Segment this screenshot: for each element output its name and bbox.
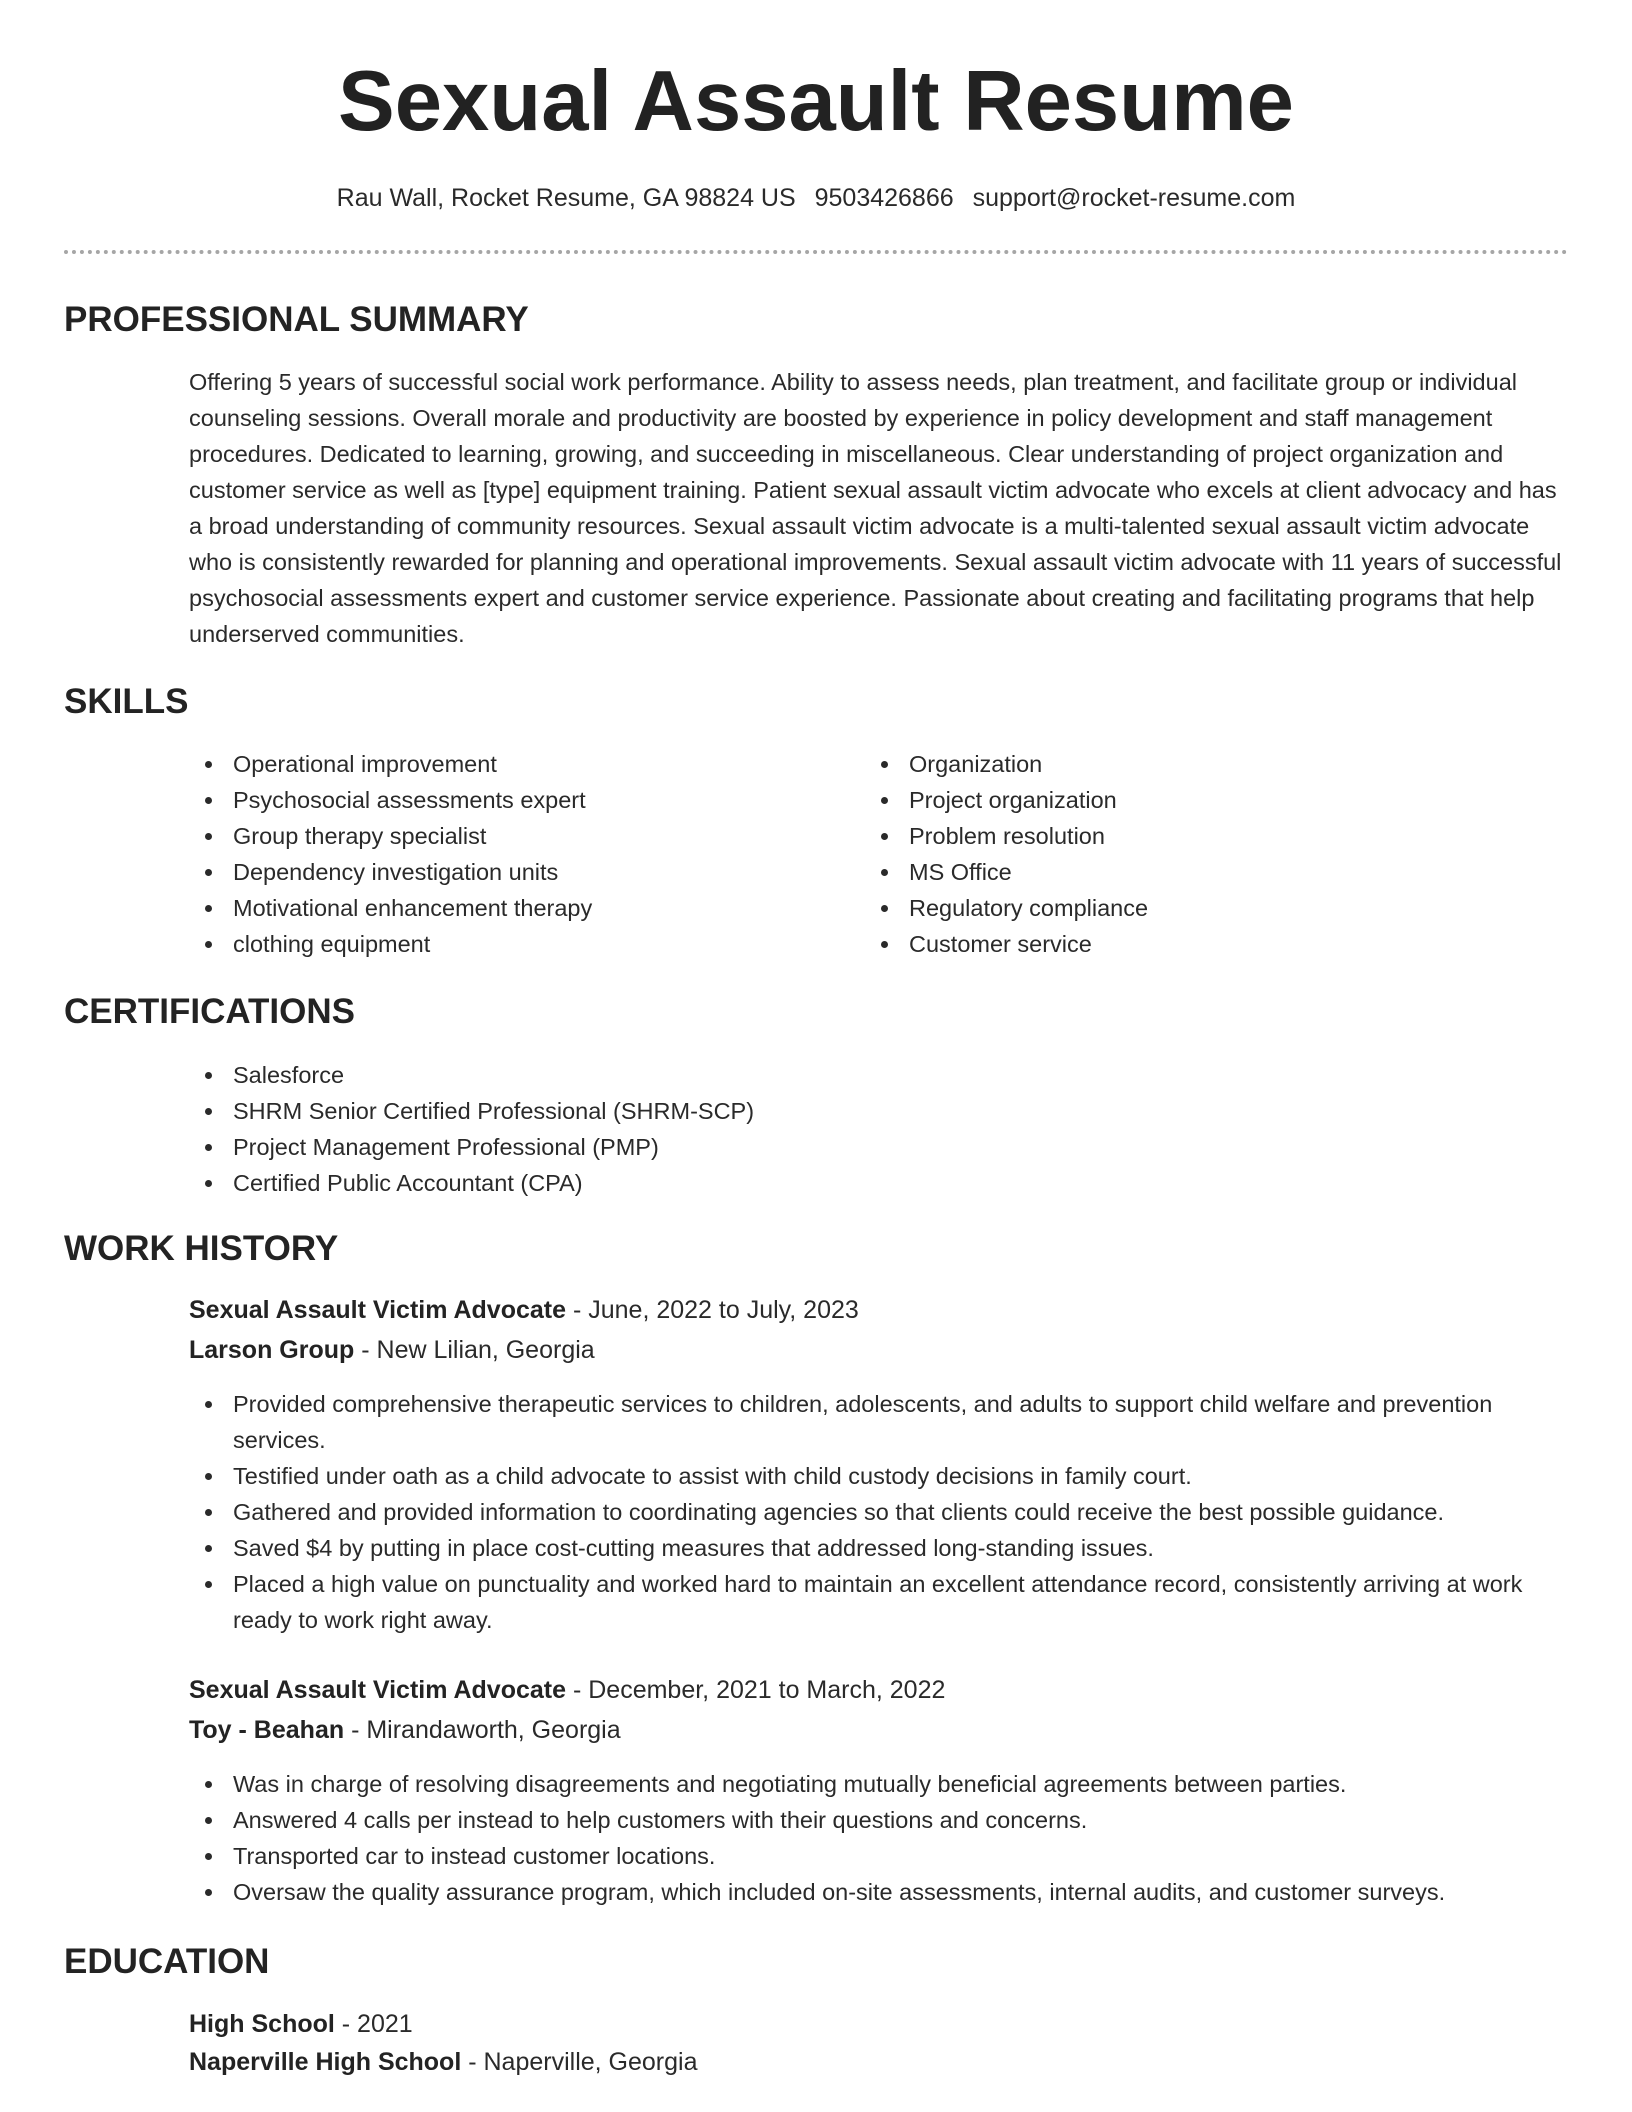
education-degree-line [189,2006,413,2042]
summary-text: Offering 5 years of successful social work performance. Ability to assess needs, plan treatment, and facilitate group or individual counseling sessions. Overall morale and productivity are boosted by experience in policy development and staff management procedures. Dedicated to learning, growing, and succeeding in miscellaneous. Clear understanding of project organization and customer service as well as [type] equipment training. Patient sexual assault victim advocate who excels at client advocacy and has a broad understanding of community resources. Sexual assault victim advocate is a multi-talented sexual assault victim advocate who is consistently rewarded for planning and operational improvements. Sexual assault victim advocate with 11 years of successful psychosocial assessments expert and customer service experience. Passionate about creating and facilitating programs that help underserved communities. [189,369,1562,647]
skill-item: Organization [865,746,1545,782]
job-title: Sexual Assault Victim Advocate [189,1296,567,1324]
skill-item: MS Office [865,854,1545,890]
job-bullet: Provided comprehensive therapeutic services to children, adolescents, and adults to support child welfare and prevention services. [189,1386,1569,1458]
skill-item: clothing equipment [189,926,829,962]
certification-item: Certified Public Accountant (CPA) [189,1165,1569,1201]
section-title-work-history: WORK HISTORY [64,1229,339,1268]
certifications-list [189,1057,1569,1201]
job-bullet: Oversaw the quality assurance program, which included on-site assessments, internal audits, and customer surveys. [189,1874,1569,1910]
certification-item: Project Management Professional (PMP) [189,1129,1569,1165]
education-degree: High School [189,2010,335,2038]
contact-phone: 9503426866 [814,184,954,212]
job-dates: - December, 2021 to March, 2022 [566,1676,946,1704]
skill-item: Problem resolution [865,818,1545,854]
job-company: Toy - Beahan [189,1716,345,1744]
job-location: - New Lilian, Georgia [354,1336,595,1364]
section-title-education: EDUCATION [64,1942,270,1981]
resume-name: Sexual Assault Resume [338,54,1294,149]
job-dates: - June, 2022 to July, 2023 [566,1296,859,1324]
job-title-line [189,1292,859,1328]
job-bullet: Placed a high value on punctuality and worked hard to maintain an excellent attendance record, consistently arriving at work ready to work right away. [189,1566,1569,1638]
education-year: - 2021 [334,2010,413,2038]
job-bullet: Testified under oath as a child advocate to assist with child custody decisions in family court. [189,1458,1569,1494]
job-bullets [189,1766,1569,1910]
skill-item: Motivational enhancement therapy [189,890,829,926]
job-location: - Mirandaworth, Georgia [344,1716,621,1744]
skill-item: Group therapy specialist [189,818,829,854]
skill-item: Regulatory compliance [865,890,1545,926]
job-bullets [189,1386,1569,1638]
job-title: Sexual Assault Victim Advocate [189,1676,567,1704]
certification-item: SHRM Senior Certified Professional (SHRM-SCP) [189,1093,1569,1129]
job-bullet: Saved $4 by putting in place cost-cutting measures that addressed long-standing issues. [189,1530,1569,1566]
header-divider [64,250,1568,254]
job-bullet: Transported car to instead customer locations. [189,1838,1569,1874]
skills-list-left [189,746,829,962]
contact-address: Rau Wall, Rocket Resume, GA 98824 US [336,184,796,212]
skill-item: Psychosocial assessments expert [189,782,829,818]
skill-item: Project organization [865,782,1545,818]
section-title-summary: PROFESSIONAL SUMMARY [64,300,529,339]
education-school-line [189,2044,698,2080]
skills-list-right [865,746,1545,962]
job-bullet: Gathered and provided information to coordinating agencies so that clients could receive the best possible guidance. [189,1494,1569,1530]
job-company-line [189,1332,595,1368]
job-bullet: Was in charge of resolving disagreements and negotiating mutually beneficial agreements between parties. [189,1766,1569,1802]
job-title-line [189,1672,945,1708]
education-school: Naperville High School [189,2048,462,2076]
job-bullet: Answered 4 calls per instead to help customers with their questions and concerns. [189,1802,1569,1838]
contact-email: support@rocket-resume.com [972,184,1296,212]
certification-item: Salesforce [189,1057,1569,1093]
job-company-line [189,1712,621,1748]
section-title-certifications: CERTIFICATIONS [64,992,356,1031]
section-title-skills: SKILLS [64,682,189,721]
job-company: Larson Group [189,1336,355,1364]
skill-item: Customer service [865,926,1545,962]
contact-line [0,180,1632,216]
skill-item: Operational improvement [189,746,829,782]
skill-item: Dependency investigation units [189,854,829,890]
education-location: - Naperville, Georgia [461,2048,698,2076]
